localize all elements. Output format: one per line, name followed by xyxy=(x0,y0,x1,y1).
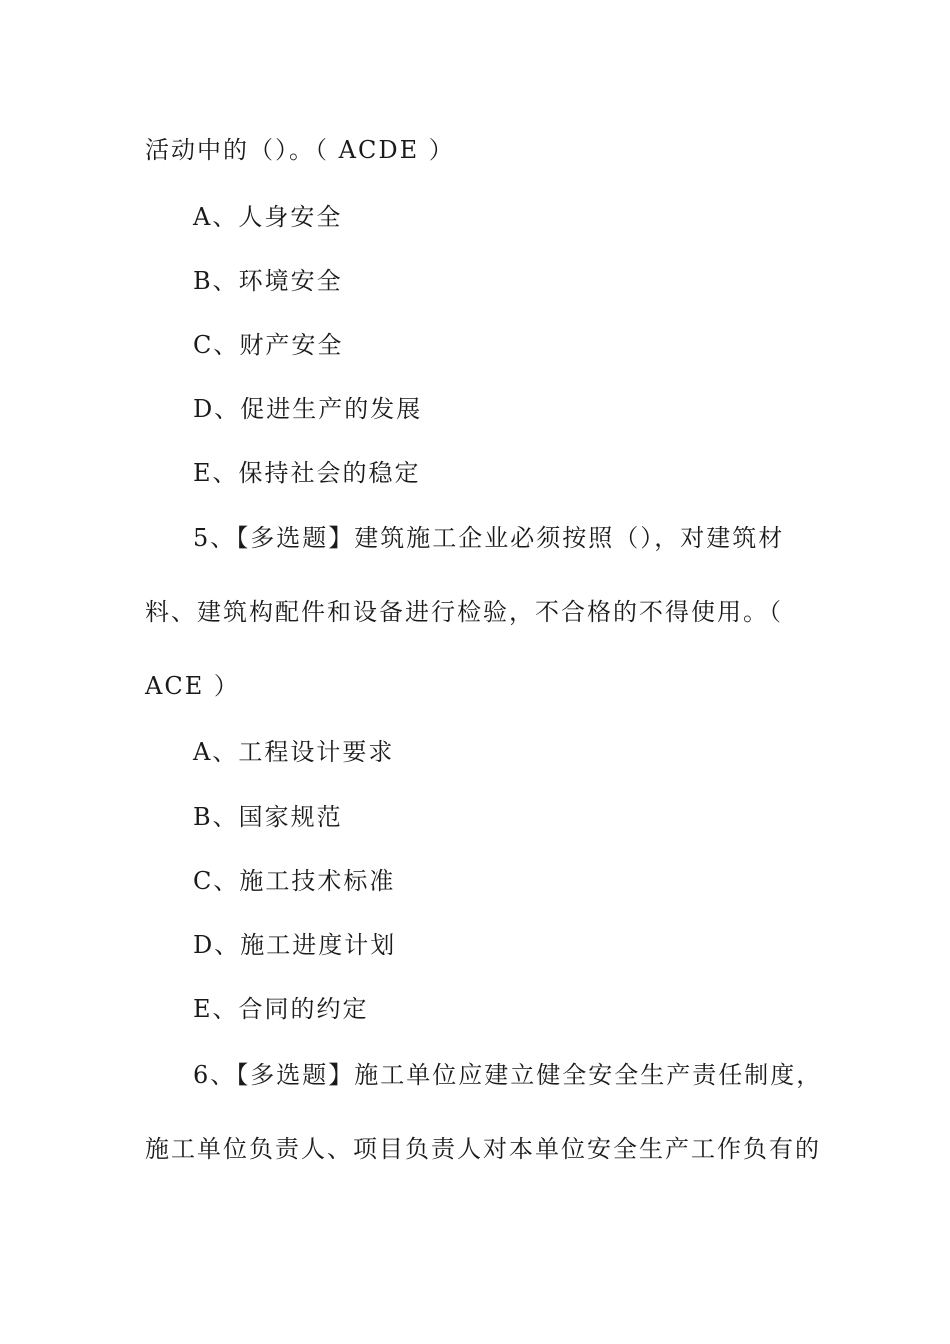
question-4-option-b: B、环境安全 xyxy=(193,267,343,295)
question-4-option-c: C、财产安全 xyxy=(193,331,344,359)
question-5-option-b: B、国家规范 xyxy=(193,803,343,831)
question-5-option-a: A、工程设计要求 xyxy=(193,738,395,766)
question-4-option-a: A、人身安全 xyxy=(193,203,343,231)
question-5-option-e: E、合同的约定 xyxy=(193,995,369,1023)
question-6-stem-line-2: 施工单位负责人、项目负责人对本单位安全生产工作负有的 xyxy=(145,1135,821,1163)
question-6-stem-line-1: 6、【多选题】施工单位应建立健全安全生产责任制度， xyxy=(193,1061,823,1089)
question-5-option-c: C、施工技术标准 xyxy=(193,867,396,895)
question-4-option-e: E、保持社会的稳定 xyxy=(193,459,421,487)
question-5-stem-line-2: 料、建筑构配件和设备进行检验，不合格的不得使用。（ xyxy=(145,598,783,626)
question-4-stem-tail: 活动中的（）。（ ACDE ） xyxy=(145,136,455,164)
question-5-option-d: D、施工进度计划 xyxy=(193,931,397,959)
question-4-option-d: D、促进生产的发展 xyxy=(193,395,423,423)
question-5-stem-line-3: ACE ） xyxy=(145,672,240,700)
question-5-stem-line-1: 5、【多选题】建筑施工企业必须按照（），对建筑材 xyxy=(193,524,785,552)
